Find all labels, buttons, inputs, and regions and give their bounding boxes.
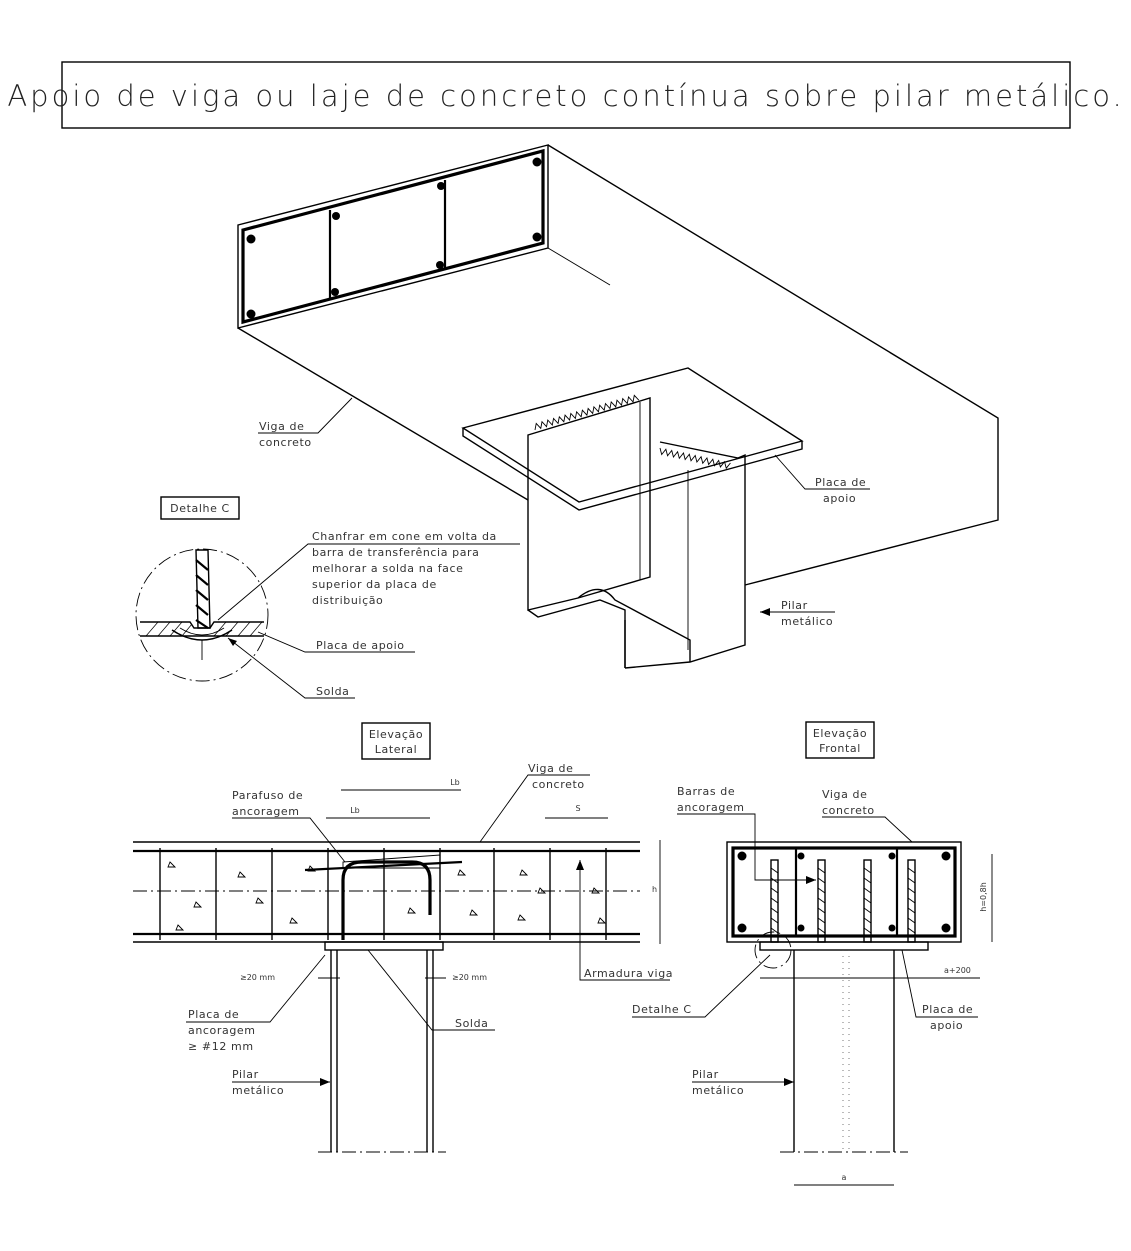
lateral-pilar: Pilar	[232, 1068, 259, 1081]
rebar-dot	[889, 853, 896, 860]
arrow-head	[228, 638, 237, 646]
beam-top-side	[548, 145, 998, 585]
frontal-placa: apoio	[930, 1019, 964, 1032]
leader-line	[580, 860, 670, 980]
column-flange-bottom	[528, 600, 625, 668]
rebar-dot	[533, 158, 542, 167]
frontal-viga: concreto	[822, 804, 875, 817]
frontal-stirrup	[733, 848, 955, 936]
frontal-title: Frontal	[819, 742, 861, 755]
lateral-armadura: Armadura viga	[584, 967, 674, 980]
iso-placa-label: apoio	[823, 492, 857, 505]
column-back-flange	[625, 442, 745, 668]
rebar-dot	[533, 233, 542, 242]
rebar-dot	[331, 288, 339, 296]
iso-placa-label: Placa de	[815, 476, 867, 489]
arrow-head	[784, 1078, 794, 1086]
arrow-head	[760, 608, 770, 616]
iso-viga-label: Viga de	[259, 420, 305, 433]
leader-line	[822, 817, 912, 842]
lateral-placa: ≥ #12 mm	[188, 1040, 254, 1053]
arrow-head	[320, 1078, 330, 1086]
iso-pilar-label: metálico	[781, 615, 834, 628]
frontal-beam-section	[727, 842, 961, 942]
column-flange-front	[528, 398, 650, 610]
detail-c	[136, 497, 520, 698]
rebar-dot	[437, 182, 445, 190]
frontal-dim-a200: a+200	[944, 966, 971, 975]
dim-lb-inner: Lb	[350, 806, 360, 815]
lateral-elevation	[133, 723, 673, 1152]
detail-c-solda: Solda	[316, 685, 350, 698]
rebar-dot	[889, 925, 896, 932]
bearing-plate-top	[463, 368, 802, 502]
title-block	[7, 62, 1124, 128]
concrete-aggregate	[168, 862, 605, 930]
frontal-detalhe: Detalhe C	[632, 1003, 692, 1016]
frontal-placa: Placa de	[922, 1003, 974, 1016]
beam-stirrup	[243, 151, 543, 322]
weld-teeth	[659, 448, 731, 469]
frontal-elevation	[632, 722, 992, 1185]
detail-c-note: barra de transferência para	[312, 546, 480, 559]
detail-c-note: Chanfrar em cone em volta da	[312, 530, 497, 543]
rebar-dot	[738, 852, 747, 861]
lateral-parafuso: ancoragem	[232, 805, 300, 818]
lateral-title: Elevação	[368, 728, 424, 741]
rebar-dot	[247, 310, 256, 319]
frontal-plate	[760, 942, 928, 950]
detail-c-note: distribuição	[312, 594, 384, 607]
lateral-solda: Solda	[455, 1017, 489, 1030]
arrow-head	[576, 860, 584, 870]
rebar-dot	[798, 925, 805, 932]
detail-c-title: Detalhe C	[170, 502, 230, 515]
detail-c-placa: Placa de apoio	[316, 639, 405, 652]
anchor-bolt	[343, 862, 430, 940]
frontal-barras: Barras de	[677, 785, 736, 798]
frontal-viga: Viga de	[822, 788, 868, 801]
frontal-pilar: metálico	[692, 1084, 745, 1097]
bearing-plate-edge	[463, 428, 802, 510]
rebar-dot	[942, 852, 951, 861]
weld-teeth	[533, 394, 638, 430]
arrow-head	[806, 876, 816, 884]
rebar-dot	[798, 853, 805, 860]
drawing-title: Apoio de viga ou laje de concreto contínua sobre pilar metálico.	[7, 79, 1125, 113]
detail-c-circle	[136, 549, 268, 681]
weld-arc	[180, 628, 224, 635]
lateral-title: Lateral	[374, 743, 418, 756]
dim-left-gap: ≥20 mm	[240, 973, 276, 982]
rebar-dot	[942, 924, 951, 933]
beam-end-face	[238, 145, 548, 328]
frontal-barras: ancoragem	[677, 801, 745, 814]
beam-hidden-edge	[548, 248, 610, 285]
detail-c-note: superior da placa de	[312, 578, 437, 591]
frontal-dim-h: h=0,8h	[979, 882, 988, 912]
lateral-parafuso: Parafuso de	[232, 789, 304, 802]
rebar-dot	[738, 924, 747, 933]
rebar-dot	[332, 212, 340, 220]
detail-c-note: melhorar a solda na face	[312, 562, 464, 575]
dim-h: h	[652, 885, 658, 894]
iso-viga-label: concreto	[259, 436, 312, 449]
frontal-title: Elevação	[812, 727, 868, 740]
column-web	[578, 589, 690, 662]
dim-s: S	[575, 804, 581, 813]
frontal-dim-a: a	[841, 1173, 847, 1182]
frontal-pilar: Pilar	[692, 1068, 719, 1081]
iso-pilar-label: Pilar	[781, 599, 808, 612]
anchor-plate	[325, 942, 443, 950]
rebar-dot	[436, 261, 444, 269]
lateral-placa: Placa de	[188, 1008, 240, 1021]
lateral-viga: Viga de	[528, 762, 574, 775]
lateral-pilar: metálico	[232, 1084, 285, 1097]
dim-lb-outer: Lb	[450, 778, 460, 787]
column-flange-edge	[640, 398, 650, 580]
beam-bottom-edge	[238, 328, 528, 500]
dim-right-gap: ≥20 mm	[452, 973, 488, 982]
lateral-viga: concreto	[532, 778, 585, 791]
rebar-dot	[247, 235, 256, 244]
lateral-placa: ancoragem	[188, 1024, 256, 1037]
